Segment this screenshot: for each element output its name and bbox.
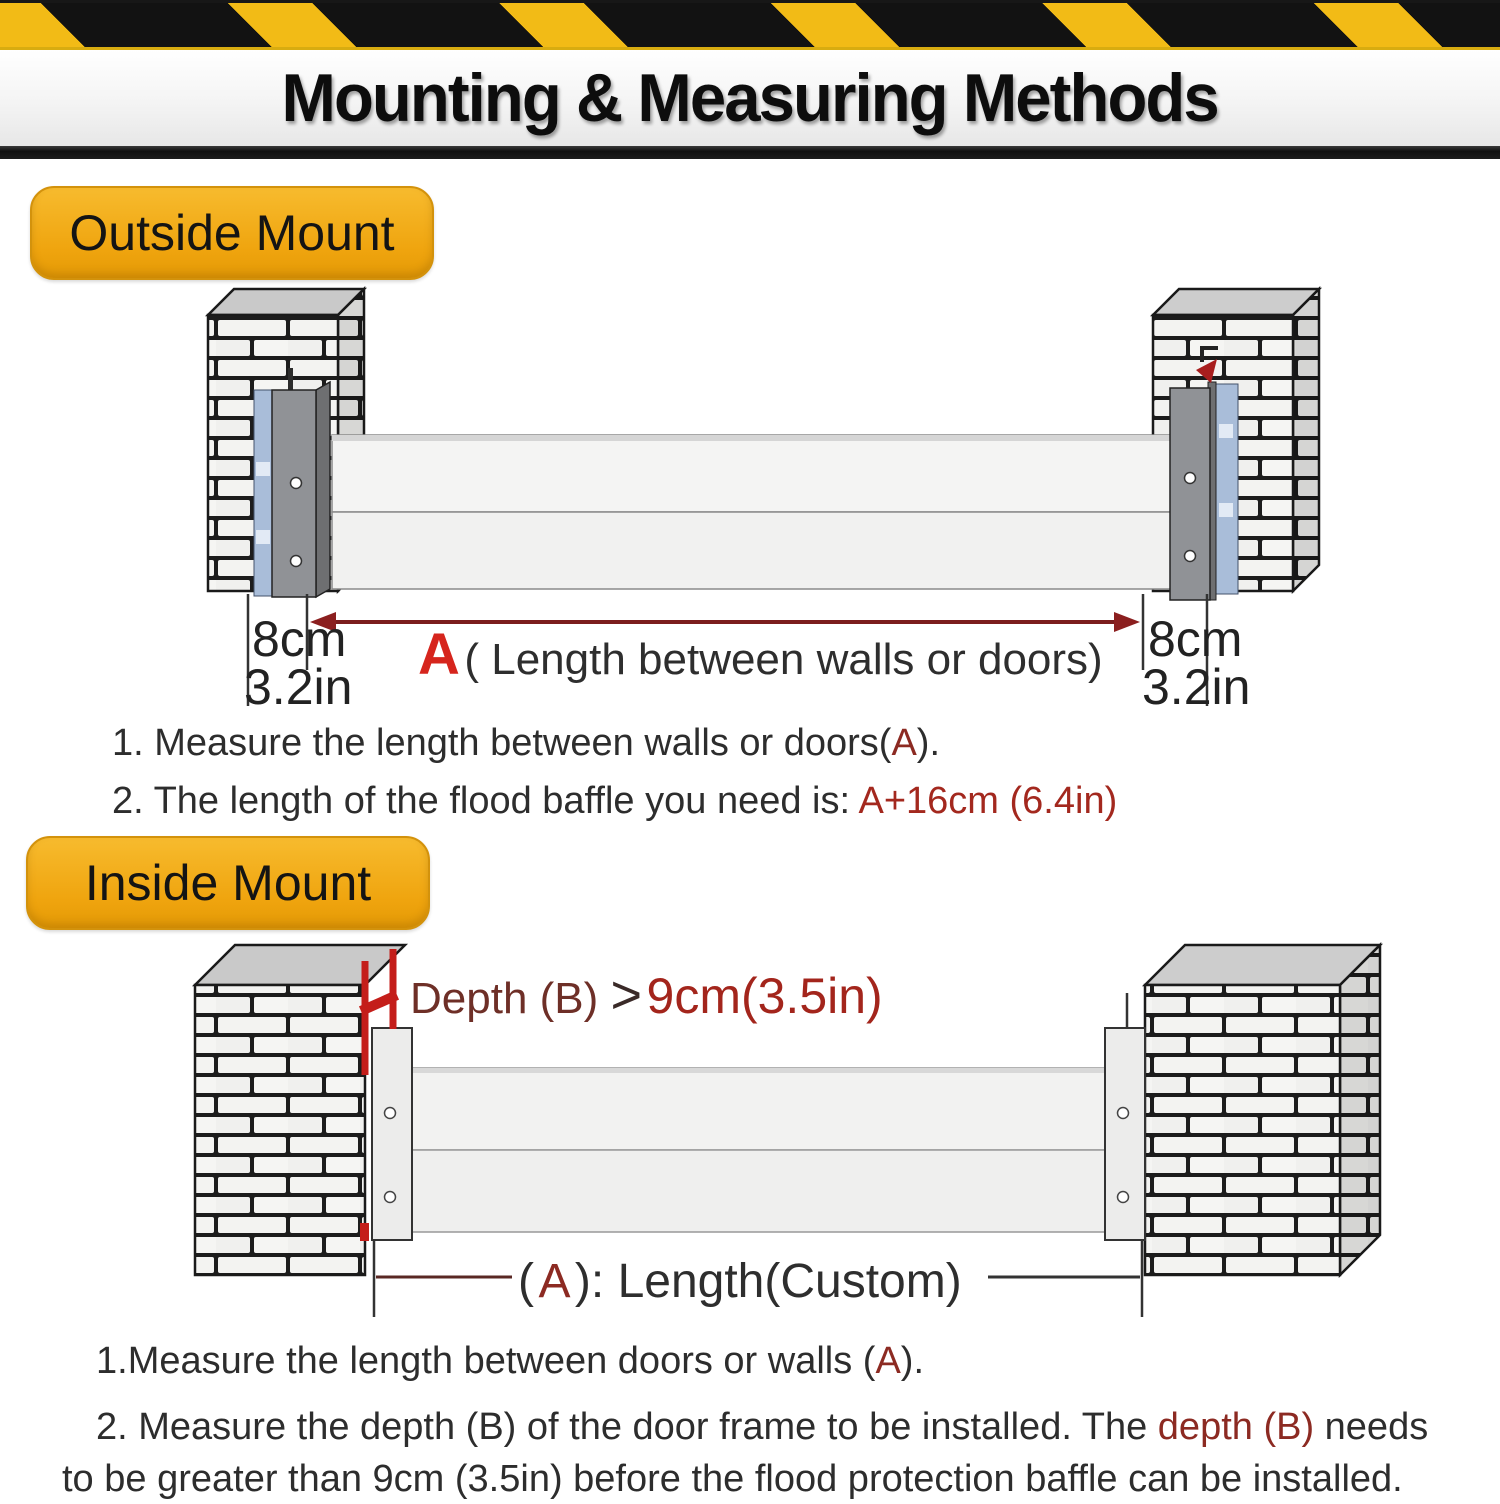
left-door-frame-channel <box>372 1005 412 1240</box>
inside-step-2-line-1: 2. Measure the depth (B) of the door frame to be installed. The depth (B) needs <box>96 1406 1429 1449</box>
left-mounting-bracket <box>254 368 330 597</box>
screw-hole <box>1118 1108 1129 1119</box>
screw-hole <box>385 1108 396 1119</box>
right-offset-cm-label: 8cm <box>1148 611 1243 667</box>
length-a-label: A ( Length between walls or doors) <box>418 622 1103 687</box>
outside-step-2: 2. The length of the flood baffle you need is: A+16cm (6.4in) <box>112 780 1118 823</box>
inside-step-2-line-2: to be greater than 9cm (3.5in) before the flood protection baffle can be installed. <box>62 1458 1403 1501</box>
outside-step-1: 1. Measure the length between walls or doors(A). <box>112 722 941 764</box>
screw-hole <box>385 1192 396 1203</box>
custom-length-label: ( A ): Length(Custom) <box>518 1255 962 1308</box>
gasket-mark <box>1219 503 1233 517</box>
inside-mount-badge-label: Inside Mount <box>84 855 372 911</box>
gasket-mark <box>256 530 270 544</box>
left-offset-in-label: 3.2in <box>244 659 353 715</box>
outside-mount-badge <box>30 186 434 280</box>
right-brick-pillar <box>1145 945 1380 1275</box>
right-offset-in-label: 3.2in <box>1142 659 1251 715</box>
flood-barrier <box>332 435 1172 589</box>
screw-hole <box>291 478 302 489</box>
anchor-bolt <box>288 368 293 392</box>
barrier-panel-bottom <box>332 512 1172 589</box>
screw-hole <box>1118 1192 1129 1203</box>
outside-mount-instructions <box>0 718 1500 826</box>
barrier-top-edge <box>332 435 1172 441</box>
gasket-mark <box>256 462 270 476</box>
title-band <box>0 50 1500 146</box>
header-divider-bar <box>0 146 1500 159</box>
barrier-panel-bottom <box>412 1150 1105 1232</box>
gasket-mark <box>1219 424 1233 438</box>
screw-hole <box>1185 551 1196 562</box>
flood-barrier <box>412 1068 1105 1232</box>
inside-mount-diagram <box>0 935 1500 1335</box>
caution-tape-stripe <box>0 0 1500 50</box>
right-gasket-strip <box>1216 384 1238 594</box>
inside-step-1: 1.Measure the length between doors or walls (A). <box>96 1340 925 1382</box>
depth-b-label: Depth (B) > 9cm(3.5in) <box>410 965 883 1025</box>
left-gasket-strip <box>254 390 272 596</box>
outside-mount-diagram <box>0 278 1500 715</box>
inside-mount-instructions <box>0 1336 1500 1504</box>
barrier-panel-top <box>412 1068 1105 1150</box>
corner-mark <box>1200 350 1204 362</box>
corner-mark <box>1200 346 1218 350</box>
barrier-panel-top <box>332 435 1172 512</box>
page-title: Mounting & Measuring Methods <box>281 60 1219 136</box>
outside-mount-badge-label: Outside Mount <box>69 205 395 261</box>
screw-hole <box>291 556 302 567</box>
screw-hole <box>1185 473 1196 484</box>
barrier-top-edge <box>412 1068 1105 1073</box>
inside-mount-badge <box>26 836 430 930</box>
right-door-frame-channel <box>1105 993 1145 1240</box>
left-offset-cm-label: 8cm <box>252 611 347 667</box>
